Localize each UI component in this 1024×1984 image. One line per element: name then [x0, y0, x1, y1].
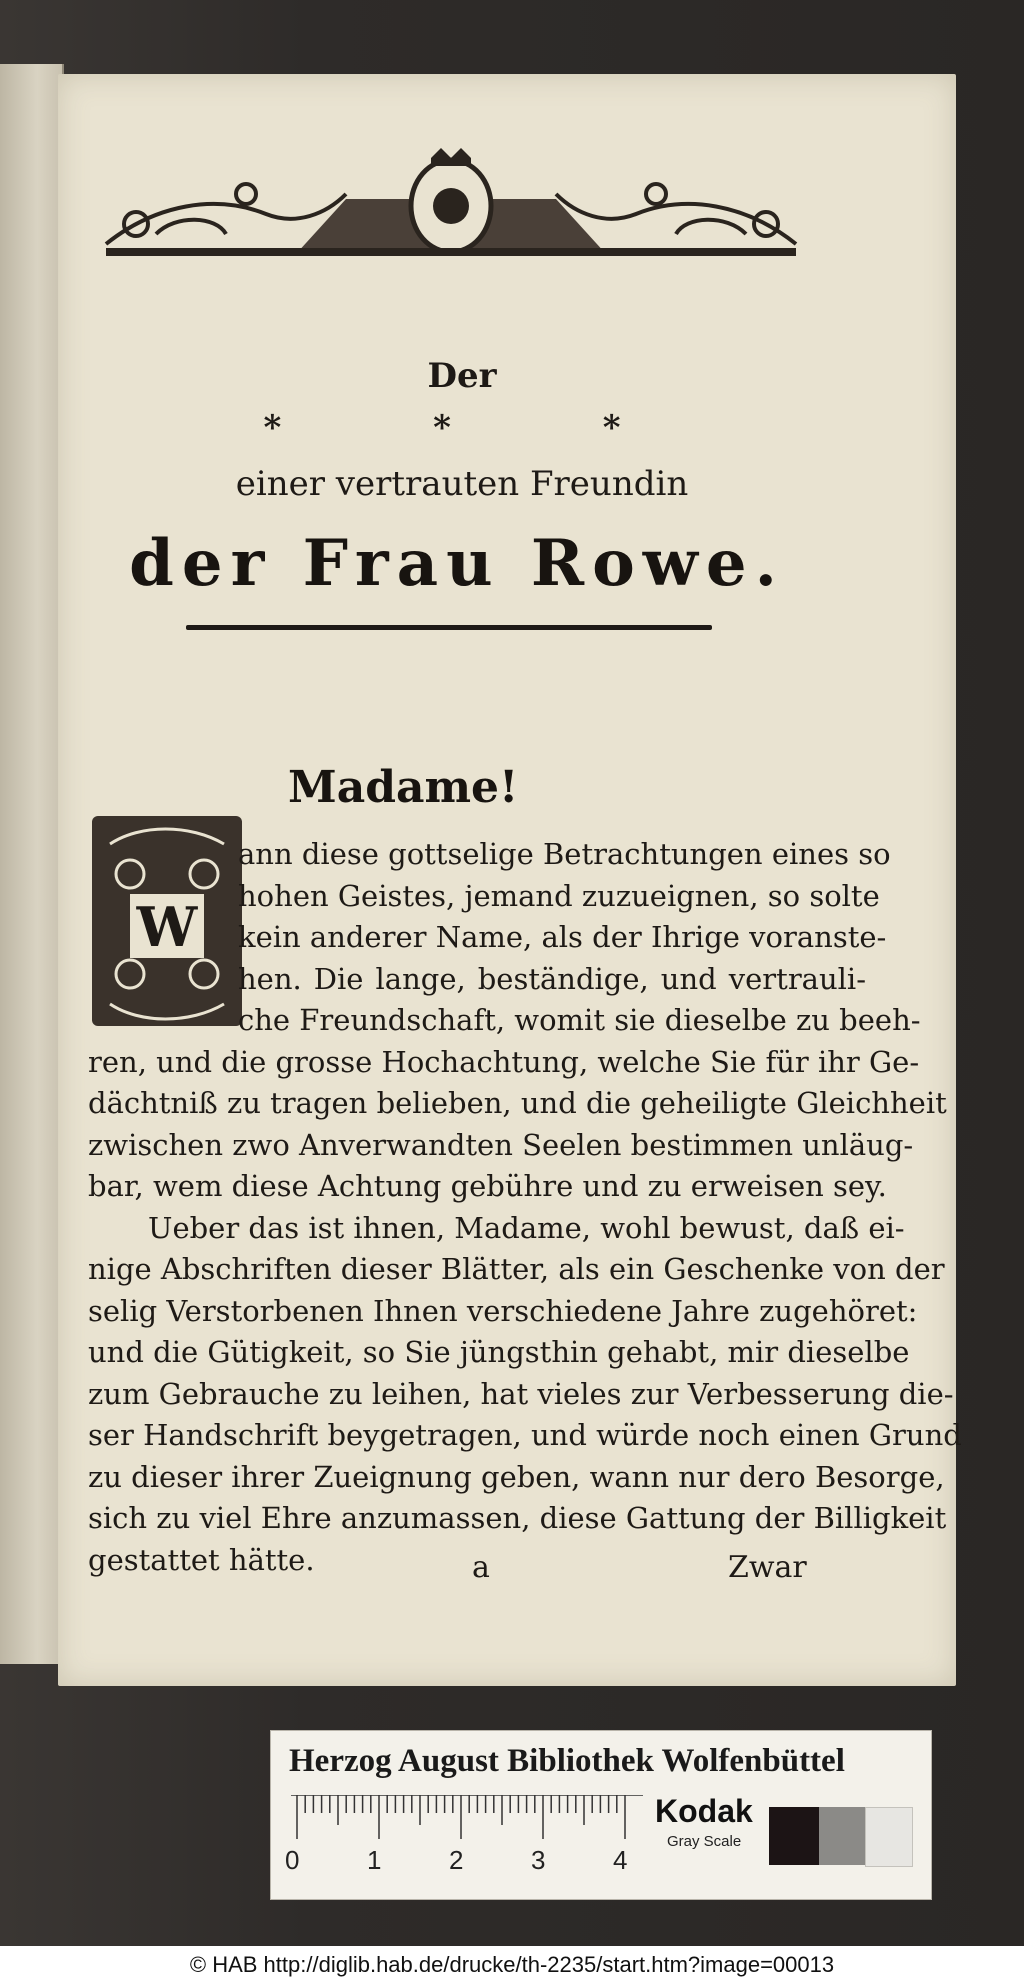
ruler-number: 0: [285, 1845, 300, 1875]
text-line: ann diese gottselige Betrachtungen eines so: [238, 837, 891, 871]
text-line: nige Abschriften dieser Blätter, als ein Geschenke von der: [88, 1252, 945, 1286]
text-line: che Freundschaft, womit sie dieselbe zu beeh-: [238, 1003, 921, 1037]
svg-text:W: W: [136, 895, 198, 959]
previous-page-edge: [0, 64, 64, 1664]
salutation: Madame!: [288, 762, 519, 813]
copyright-footer: © HAB http://diglib.hab.de/drucke/th-2235/start.htm?image=00013: [0, 1946, 1024, 1984]
text-line: und die Gütigkeit, so Sie jüngsthin gehabt, mir dieselbe: [88, 1335, 910, 1369]
ruler-number: 4: [613, 1845, 628, 1875]
kodak-brand: Kodak: [655, 1793, 753, 1829]
text-line: zum Gebrauche zu leihen, hat vieles zur Verbesserung die-: [88, 1376, 954, 1411]
subtitle: einer vertrauten Freundin: [235, 464, 689, 504]
text-line: dächtniß zu tragen belieben, und die geheiligte Gleichheit: [88, 1086, 947, 1120]
swatch-dark: [769, 1807, 819, 1865]
text-line: hohen Geistes, jemand zuzueignen, so solte: [238, 878, 880, 913]
text-line: sich zu viel Ehre anzumassen, diese Gattung der Billigkeit: [88, 1501, 947, 1535]
ruler-number: 3: [531, 1845, 546, 1875]
text-line: selig Verstorbenen Ihnen verschiedene Jahre zugehöret:: [88, 1293, 918, 1328]
library-name: Herzog August Bibliothek Wolfenbüttel: [289, 1743, 845, 1779]
catchword: Zwar: [728, 1550, 807, 1585]
text-line: hen. Die lange, beständige, und vertrauli-: [238, 961, 866, 996]
scale-ruler: [291, 1795, 643, 1845]
text-line: ren, und die grosse Hochachtung, welche Sie für ihr Ge-: [88, 1044, 920, 1079]
ruler-number: 1: [367, 1845, 382, 1875]
signature-mark: a: [472, 1550, 490, 1585]
text-line: ser Handschrift beygetragen, und würde noch einen Grund: [88, 1418, 962, 1452]
book-page: [58, 74, 962, 1686]
text-line: gestattet hätte.: [88, 1542, 315, 1577]
heading-der: Der: [427, 356, 497, 396]
heading-stars: * * *: [263, 408, 691, 448]
title-rule: [186, 625, 712, 630]
ruler-number: 2: [449, 1845, 464, 1875]
swatch-light: [865, 1807, 913, 1867]
text-line: kein anderer Name, als der Ihrige voranste-: [238, 920, 887, 954]
gray-scale-label: Gray Scale: [667, 1833, 742, 1850]
swatch-mid: [819, 1807, 865, 1865]
text-line: Ueber das ist ihnen, Madame, wohl bewust, daß ei-: [148, 1210, 905, 1245]
text-line: zu dieser ihrer Zueignung geben, wann nur dero Besorge,: [88, 1459, 945, 1494]
headpiece-ornament-icon: [96, 144, 806, 264]
color-calibration-card: [270, 1730, 932, 1900]
letter-body: [88, 834, 962, 1581]
text-line: bar, wem diese Achtung gebühre und zu erweisen sey.: [88, 1169, 887, 1203]
page-title: der Frau Rowe.: [129, 526, 785, 601]
text-line: zwischen zwo Anverwandten Seelen bestimmen unläug-: [88, 1127, 914, 1162]
